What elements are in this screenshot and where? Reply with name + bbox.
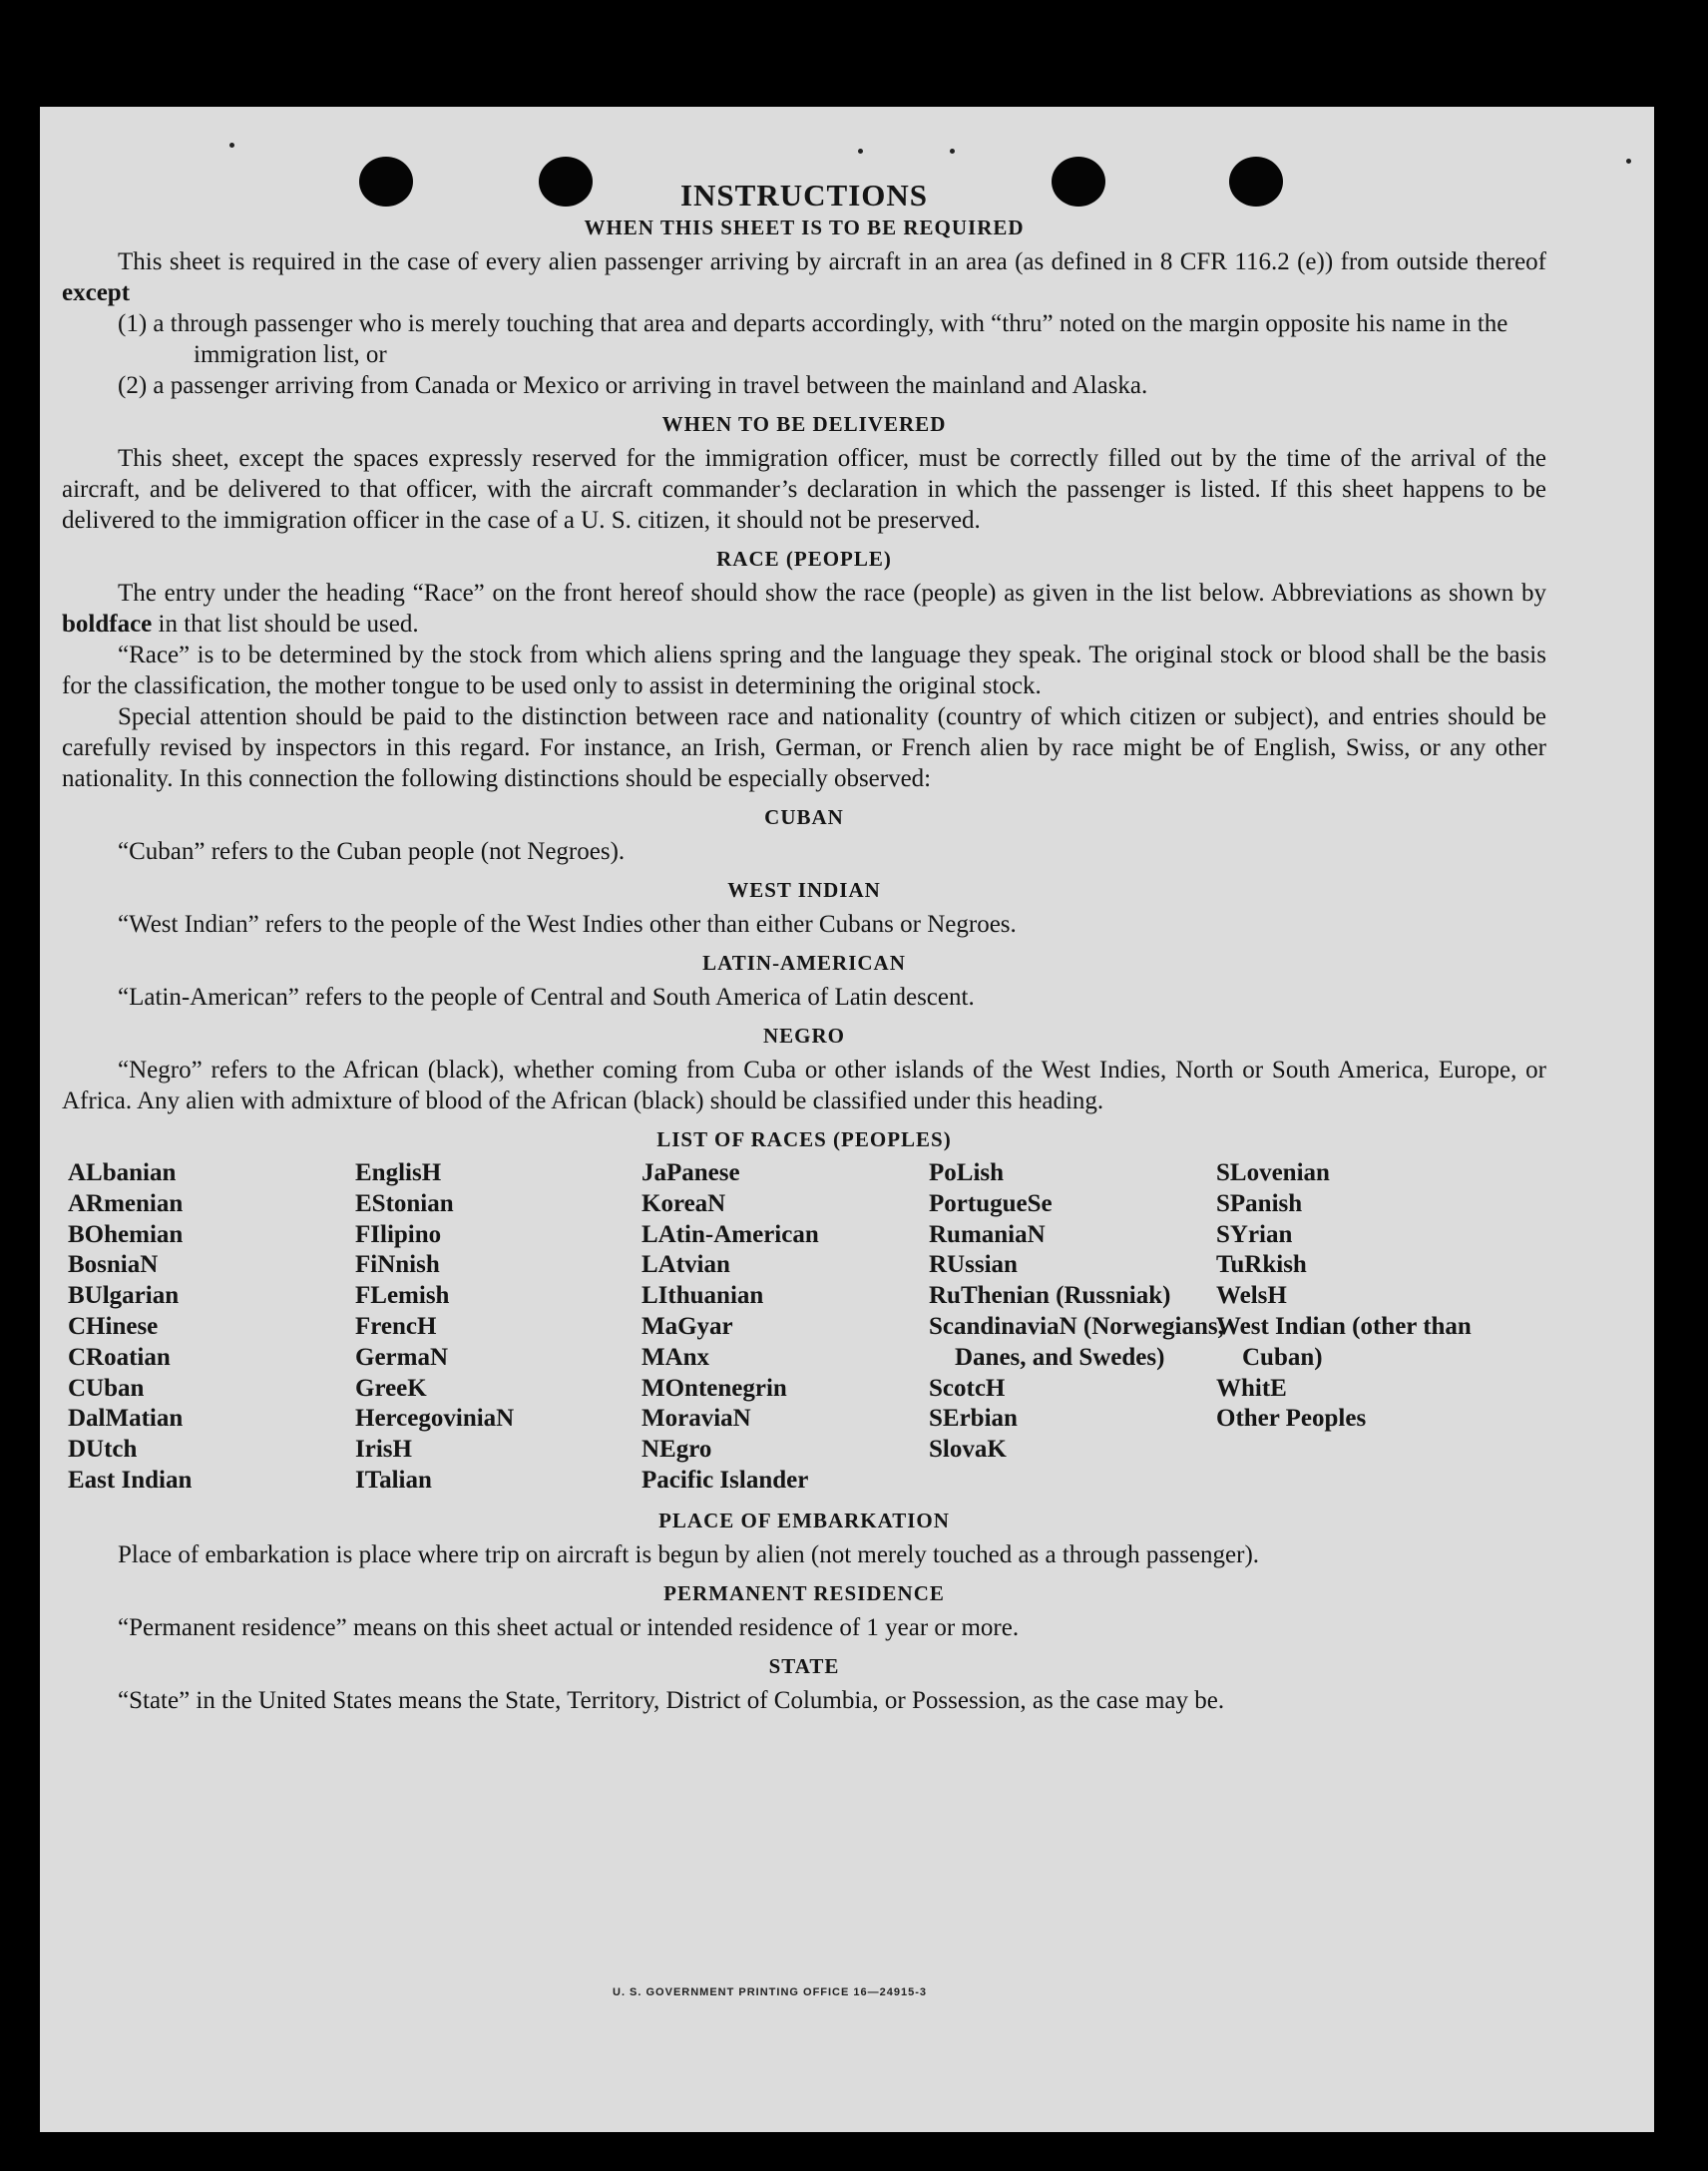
- race-entry: SlovaK: [929, 1436, 1007, 1464]
- race-entry: RuThenian (Russniak): [929, 1282, 1171, 1310]
- race-entry: DUtch: [68, 1436, 138, 1464]
- race-list: [62, 1158, 1546, 1498]
- paragraph-negro: “Negro” refers to the African (black), whether coming from Cuba or other islands of the West Indies, North or South America, Europe, or Africa. Any alien with admixture of blood of the African (black) should be classified under this heading.: [62, 1057, 1546, 1114]
- exception-item-1: (1) a through passenger who is merely touching that area and departs accordingly, with “thru” noted on the margin opposite his name in the immigration list, or: [118, 310, 1508, 368]
- paragraph-cuban: “Cuban” refers to the Cuban people (not Negroes).: [118, 838, 626, 865]
- paragraph-race-1: [62, 578, 1546, 640]
- race-entry: PortugueSe: [929, 1189, 1053, 1217]
- race-entry: CRoatian: [68, 1343, 171, 1371]
- race-entry: GermaN: [355, 1343, 449, 1371]
- race-entry: IrisH: [355, 1436, 412, 1464]
- paragraph-when-delivered: This sheet, except the spaces expressly reserved for the immigration officer, must be correctly filled out by the time of the arrival of the aircraft, and be delivered to that officer, with the aircraft commander’s declaration in which the passenger is listed. If this sheet happens to be delivered to the immigration officer in the case of a U. S. citizen, it should not be preserved.: [62, 445, 1546, 534]
- race-entry: MAnx: [641, 1343, 710, 1371]
- race-entry: CUban: [68, 1374, 145, 1402]
- race-entry: SPanish: [1216, 1189, 1303, 1217]
- paragraph-west-indian: “West Indian” refers to the people of the West Indies other than either Cubans or Negroes.: [118, 911, 1017, 938]
- printing-office-footer: U. S. GOVERNMENT PRINTING OFFICE 16—24915-3: [613, 1986, 928, 1998]
- heading-race: RACE (PEOPLE): [716, 547, 892, 571]
- race-entry: BOhemian: [68, 1220, 184, 1248]
- race-entry: LAtvian: [641, 1251, 730, 1279]
- race-column-1: [68, 1158, 192, 1497]
- paragraph-permanent-residence: “Permanent residence” means on this sheet actual or intended residence of 1 year or more.: [118, 1614, 1020, 1641]
- race-entry: Pacific Islander: [641, 1466, 809, 1494]
- race-entry: JaPanese: [641, 1159, 740, 1186]
- race-entry: FrencH: [355, 1312, 437, 1340]
- race-entry: SErbian: [929, 1405, 1018, 1433]
- instructions-text: [62, 177, 1546, 1716]
- race-entry: LAtin-American: [641, 1220, 819, 1248]
- speck: [858, 149, 863, 154]
- race-entry: PoLish: [929, 1159, 1005, 1186]
- race-entry: DalMatian: [68, 1405, 184, 1433]
- speck: [950, 149, 955, 154]
- paragraph-when-required: [62, 246, 1546, 308]
- race-entry: MOntenegrin: [641, 1374, 787, 1402]
- heading-list-of-races: LIST OF RACES (PEOPLES): [656, 1127, 952, 1151]
- heading-state: STATE: [768, 1654, 840, 1678]
- race-entry: ALbanian: [68, 1159, 177, 1186]
- race-entry: ARmenian: [68, 1189, 184, 1217]
- race-p1-start: The entry under the heading “Race” on the front hereof should show the race (people) as given in the list below. Abbreviations as shown by: [118, 580, 1546, 607]
- speck: [229, 143, 234, 148]
- race-entry: HercegoviniaN: [355, 1405, 515, 1433]
- race-entry: TuRkish: [1216, 1251, 1307, 1279]
- heading-cuban: CUBAN: [764, 805, 844, 829]
- heading-permanent-residence: PERMANENT RESIDENCE: [663, 1581, 945, 1605]
- race-column-4: [929, 1158, 1226, 1466]
- race-entry: Other Peoples: [1216, 1405, 1367, 1433]
- race-entry: BosniaN: [68, 1251, 159, 1279]
- race-entry: MaGyar: [641, 1312, 733, 1340]
- race-entry: FLemish: [355, 1282, 450, 1310]
- heading-negro: NEGRO: [762, 1024, 845, 1048]
- race-entry: West Indian (other than Cuban): [1216, 1312, 1472, 1371]
- heading-when-required: WHEN THIS SHEET IS TO BE REQUIRED: [584, 216, 1025, 239]
- exception-item-2: (2) a passenger arriving from Canada or Mexico or arriving in travel between the mainland and Alaska.: [118, 372, 1148, 399]
- race-entry: SYrian: [1216, 1220, 1293, 1248]
- race-entry: LIthuanian: [641, 1282, 764, 1310]
- heading-embarkation: PLACE OF EMBARKATION: [658, 1509, 950, 1532]
- race-entry: NEgro: [641, 1436, 712, 1464]
- boldface-word: boldface: [62, 611, 153, 638]
- heading-latin-american: LATIN-AMERICAN: [702, 951, 906, 975]
- race-entry: EnglisH: [355, 1159, 442, 1186]
- paragraph-race-2: “Race” is to be determined by the stock from which aliens spring and the language they speak. The original stock or blood shall be the basis for the classification, the mother tongue to be used only to assist in determining the original stock.: [62, 642, 1546, 699]
- except-emphasis: except: [62, 279, 131, 306]
- race-entry: FiNnish: [355, 1251, 440, 1279]
- document-page: [40, 107, 1654, 2132]
- paragraph-latin-american: “Latin-American” refers to the people of Central and South America of Latin descent.: [118, 984, 975, 1011]
- race-entry: KoreaN: [641, 1189, 726, 1217]
- race-entry: ITalian: [355, 1466, 432, 1494]
- race-entry: East Indian: [68, 1466, 193, 1494]
- race-entry: BUlgarian: [68, 1282, 180, 1310]
- race-entry: WelsH: [1216, 1282, 1287, 1310]
- race-entry: CHinese: [68, 1312, 159, 1340]
- page-title: INSTRUCTIONS: [679, 178, 928, 213]
- heading-when-delivered: WHEN TO BE DELIVERED: [661, 412, 947, 436]
- race-p1-end: in that list should be used.: [158, 611, 419, 638]
- race-entry: GreeK: [355, 1374, 427, 1402]
- race-entry: ScandinaviaN (Norwegians, Danes, and Swedes): [929, 1312, 1224, 1371]
- paragraph-race-3: Special attention should be paid to the distinction between race and nationality (country of which citizen or subject), and entries should be carefully revised by inspectors in this regard. For instance, an Irish, German, or French alien by race might be of English, Swiss, or any other nationality. In this connection the following distinctions should be especially observed:: [62, 703, 1546, 792]
- heading-west-indian: WEST INDIAN: [727, 878, 881, 902]
- speck: [1626, 159, 1631, 164]
- race-entry: FIlipino: [355, 1220, 442, 1248]
- race-entry: EStonian: [355, 1189, 454, 1217]
- when-required-intro: This sheet is required in the case of every alien passenger arriving by aircraft in an area (as defined in 8 CFR 116.2 (e)) from outside thereof: [118, 248, 1546, 275]
- race-column-2: [355, 1158, 514, 1497]
- race-entry: ScotcH: [929, 1374, 1006, 1402]
- race-entry: RumaniaN: [929, 1220, 1046, 1248]
- race-entry: WhitE: [1216, 1374, 1287, 1402]
- race-column-5: [1216, 1158, 1513, 1435]
- paragraph-embarkation: Place of embarkation is place where trip on aircraft is begun by alien (not merely touched as a through passenger).: [118, 1541, 1260, 1568]
- race-entry: RUssian: [929, 1251, 1018, 1279]
- race-entry: MoraviaN: [641, 1405, 751, 1433]
- race-column-3: [641, 1158, 819, 1497]
- paragraph-state: “State” in the United States means the State, Territory, District of Columbia, or Possession, as the case may be.: [118, 1687, 1225, 1714]
- race-entry: SLovenian: [1216, 1159, 1330, 1186]
